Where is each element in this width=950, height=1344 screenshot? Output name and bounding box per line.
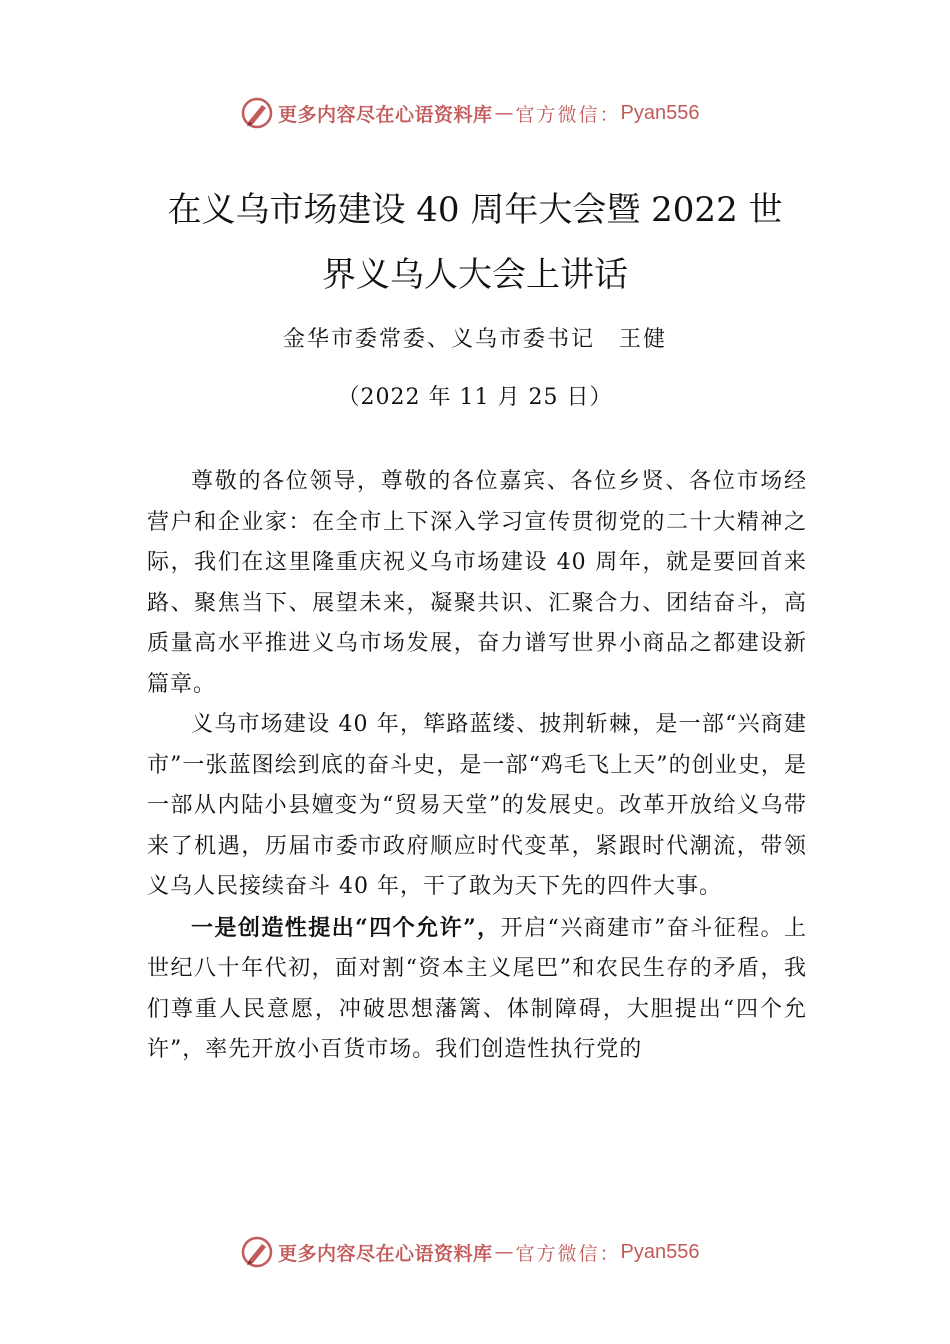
watermark-label: 官方微信： (515, 1242, 621, 1265)
watermark-label: 官方微信： (515, 103, 621, 126)
watermark-dash: — (494, 102, 514, 124)
pen-logo-icon (240, 96, 274, 130)
paragraph-3-lead: 一是创造性提出“四个允许”， (191, 914, 501, 941)
author-line: 金华市委常委、义乌市委书记 王健 (282, 327, 667, 352)
watermark-dash: — (494, 1241, 514, 1263)
watermark-wechat-id: Pyan556 (620, 1240, 700, 1263)
pen-logo-icon (240, 1235, 274, 1269)
paragraph-1: 尊敬的各位领导，尊敬的各位嘉宾、各位乡贤、各位市场经营户和企业家：在全市上下深入学习宣传贯彻党的二十大精神之际，我们在这里隆重庆祝义乌市场建设 40 周年，就是要回首来路、聚焦当下、展望未来，凝聚共识、汇聚合力、团结奋斗，高质量高水平推进义乌市场发展，奋力谱写世界小商品之都建设新篇章。 (147, 469, 807, 697)
title-line-2: 界义乌人大会上讲话 (322, 255, 628, 295)
paragraph-2: 义乌市场建设 40 年，筚路蓝缕、披荆斩棘，是一部“兴商建市”一张蓝图绘到底的奋斗史，是一部“鸡毛飞上天”的创业史，是一部从内陆小县嬗变为“贸易天堂”的发展史。改革开放给义乌带来了机遇，历届市委市政府顺应时代变革，紧跟时代潮流，带领义乌人民接续奋斗 40 年，干了敢为天下先的四件大事。 (147, 712, 807, 899)
watermark-text: 更多内容尽在心语资料库 (278, 1242, 493, 1265)
watermark-text: 更多内容尽在心语资料库 (278, 103, 493, 126)
date-line: （2022 年 11 月 25 日） (337, 385, 613, 410)
paragraph-3 (147, 908, 807, 1071)
watermark-footer (240, 1232, 760, 1272)
paragraph-3-text: 开启“兴商建市”奋斗征程。上世纪八十年代初，面对割“资本主义尾巴”和农民生存的矛盾，我们尊重人民意愿，冲破思想藩篱、体制障碍，大胆提出“四个允许”，率先开放小百货市场。我们创造性执行党的 (147, 915, 808, 1062)
watermark-header (240, 93, 760, 133)
title-line-1: 在义乌市场建设 40 周年大会暨 2022 世 (167, 190, 783, 230)
speech-body (147, 462, 807, 1071)
watermark-wechat-id: Pyan556 (620, 101, 700, 124)
